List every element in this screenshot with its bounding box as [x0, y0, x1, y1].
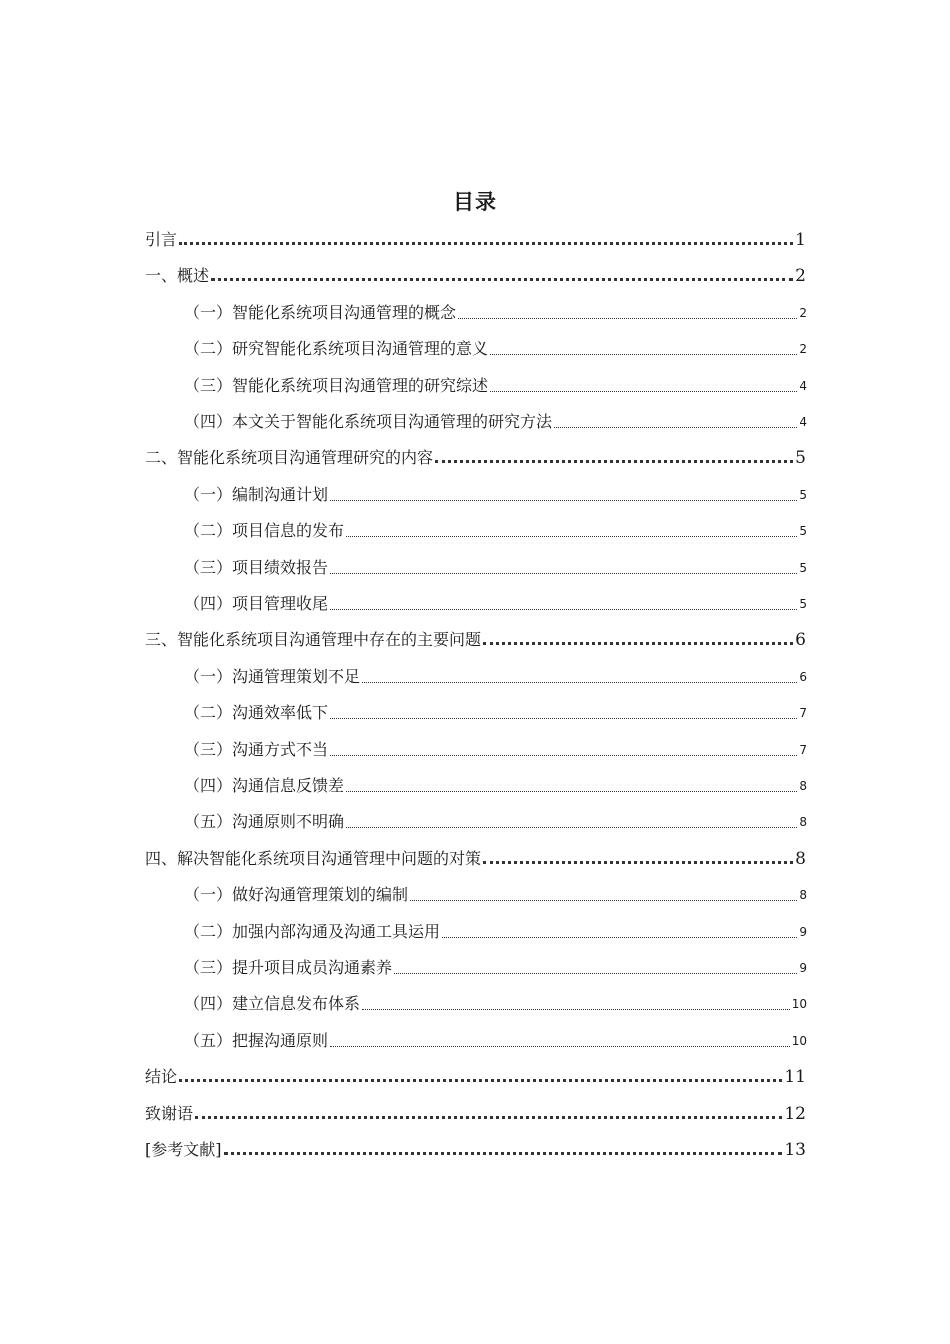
toc-entry-title: （一）沟通管理策划不足: [184, 666, 361, 686]
toc-entry-page: 10: [791, 997, 807, 1012]
toc-entry[interactable]: [184, 586, 807, 614]
toc-entry-title: （三）提升项目成员沟通素养: [184, 958, 393, 977]
toc-entry-page: 9: [799, 961, 807, 975]
toc-entry-page: 5: [799, 524, 807, 539]
dot-leader: [330, 1046, 790, 1047]
toc-entry-page: 7: [799, 706, 807, 721]
dot-leader: [330, 755, 797, 756]
toc-entry-title: 致谢语: [145, 1103, 194, 1123]
toc-entry-title: （二）加强内部沟通及沟通工具运用: [184, 921, 441, 941]
toc-entry[interactable]: [145, 440, 806, 468]
toc-entry-page: 5: [799, 560, 807, 575]
toc-entry-title: （三）智能化系统项目沟通管理的研究综述: [184, 375, 489, 395]
toc-entry-title: （四）本文关于智能化系统项目沟通管理的研究方法: [184, 412, 553, 431]
toc-entry-page: 5: [799, 597, 807, 611]
dot-leader: [346, 791, 797, 792]
toc-entry-page: 5: [795, 448, 806, 469]
dot-leader: [458, 318, 797, 319]
toc-entry[interactable]: [184, 550, 807, 578]
toc-entry-title: （五）沟通原则不明确: [184, 812, 345, 832]
toc-entry[interactable]: [184, 331, 807, 359]
toc-entry[interactable]: [184, 404, 807, 432]
toc-entry-title: （一）做好沟通管理策划的编制: [184, 885, 409, 905]
toc-entry-page: 1: [795, 230, 806, 250]
toc-entry-title: 结论: [145, 1067, 178, 1087]
toc-entry-title: （五）把握沟通原则: [184, 1030, 329, 1050]
dot-leader: [211, 278, 793, 281]
toc-entry-page: 8: [795, 848, 806, 869]
toc-entry[interactable]: [184, 295, 807, 323]
toc-entry[interactable]: [184, 804, 807, 832]
toc-entry[interactable]: [184, 695, 807, 723]
toc-entry-page: 5: [799, 487, 807, 502]
dot-leader: [330, 609, 797, 610]
dot-leader: [346, 536, 797, 537]
toc-entry[interactable]: [145, 1132, 806, 1160]
toc-entry[interactable]: [184, 877, 807, 905]
dot-leader: [330, 718, 797, 719]
toc-entry-title: 四、解决智能化系统项目沟通管理中问题的对策: [145, 848, 482, 868]
toc-entry[interactable]: [145, 258, 806, 286]
dot-leader: [195, 1116, 782, 1119]
dot-leader: [410, 900, 797, 901]
toc-entry[interactable]: [184, 914, 807, 942]
toc-entry-page: 2: [795, 266, 806, 287]
dot-leader: [442, 937, 797, 938]
toc-entry-page: 9: [799, 924, 807, 939]
toc-entry-title: （三）项目绩效报告: [184, 557, 329, 577]
toc-entry[interactable]: [184, 368, 807, 396]
toc-entry[interactable]: [145, 222, 806, 250]
dot-leader: [330, 573, 797, 574]
toc-entry[interactable]: [184, 986, 807, 1014]
dot-leader: [483, 861, 793, 864]
toc-entry-title: （四）建立信息发布体系: [184, 994, 361, 1014]
toc-entry[interactable]: [184, 513, 807, 541]
toc-entry[interactable]: [184, 950, 807, 978]
toc-entry-page: 4: [799, 378, 807, 393]
dot-leader: [179, 242, 793, 245]
toc-entry[interactable]: [184, 477, 807, 505]
toc-entry[interactable]: [145, 841, 806, 869]
toc-entry-page: 8: [799, 779, 807, 793]
toc-entry-title: （四）沟通信息反馈差: [184, 776, 345, 795]
dot-leader: [483, 642, 793, 645]
toc-entry-page: 2: [799, 342, 807, 357]
dot-leader: [554, 427, 797, 428]
toc-entry-title: （三）沟通方式不当: [184, 739, 329, 759]
toc-entry-page: 13: [784, 1140, 806, 1160]
toc-entry[interactable]: [145, 622, 806, 650]
toc-entry-page: 2: [799, 305, 807, 320]
toc-entry-title: 引言: [145, 230, 178, 249]
toc-entry-page: 11: [784, 1067, 806, 1088]
toc-entry-page: 4: [799, 415, 807, 429]
dot-leader: [435, 460, 793, 463]
toc-entry-page: 8: [799, 815, 807, 830]
toc-entry-title: （一）智能化系统项目沟通管理的概念: [184, 302, 457, 322]
toc-entry-page: 12: [784, 1103, 806, 1124]
toc-entry[interactable]: [145, 1059, 806, 1087]
toc-entry-page: 6: [795, 630, 806, 651]
dot-leader: [394, 973, 797, 974]
toc-entry-page: 6: [799, 669, 807, 684]
toc-entry-title: （二）项目信息的发布: [184, 521, 345, 541]
dot-leader: [224, 1152, 783, 1155]
dot-leader: [346, 827, 797, 828]
toc-entry[interactable]: [184, 1023, 807, 1051]
toc-entry-title: 二、智能化系统项目沟通管理研究的内容: [145, 448, 434, 468]
toc-entry-page: 8: [799, 888, 807, 903]
toc-entry-page: 7: [799, 742, 807, 757]
toc-entry-title: （二）沟通效率低下: [184, 703, 329, 723]
toc-title: 目录: [453, 190, 497, 214]
toc-entry-title: （四）项目管理收尾: [184, 594, 329, 613]
toc-entry-title: 一、概述: [145, 266, 210, 286]
dot-leader: [362, 1009, 790, 1010]
dot-leader: [330, 500, 797, 501]
toc-entry[interactable]: [145, 1096, 806, 1124]
toc-entry[interactable]: [184, 732, 807, 760]
toc-entry[interactable]: [184, 768, 807, 796]
dot-leader: [362, 682, 797, 683]
toc-entry-title: [参考文献]: [145, 1140, 222, 1159]
toc-entry-title: 三、智能化系统项目沟通管理中存在的主要问题: [145, 630, 482, 650]
toc-entry-page: 10: [791, 1033, 807, 1048]
dot-leader: [490, 391, 797, 392]
toc-entry-title: （一）编制沟通计划: [184, 484, 329, 504]
toc-entry-title: （二）研究智能化系统项目沟通管理的意义: [184, 339, 489, 359]
toc-entry[interactable]: [184, 659, 807, 687]
dot-leader: [179, 1079, 782, 1082]
dot-leader: [490, 354, 797, 355]
